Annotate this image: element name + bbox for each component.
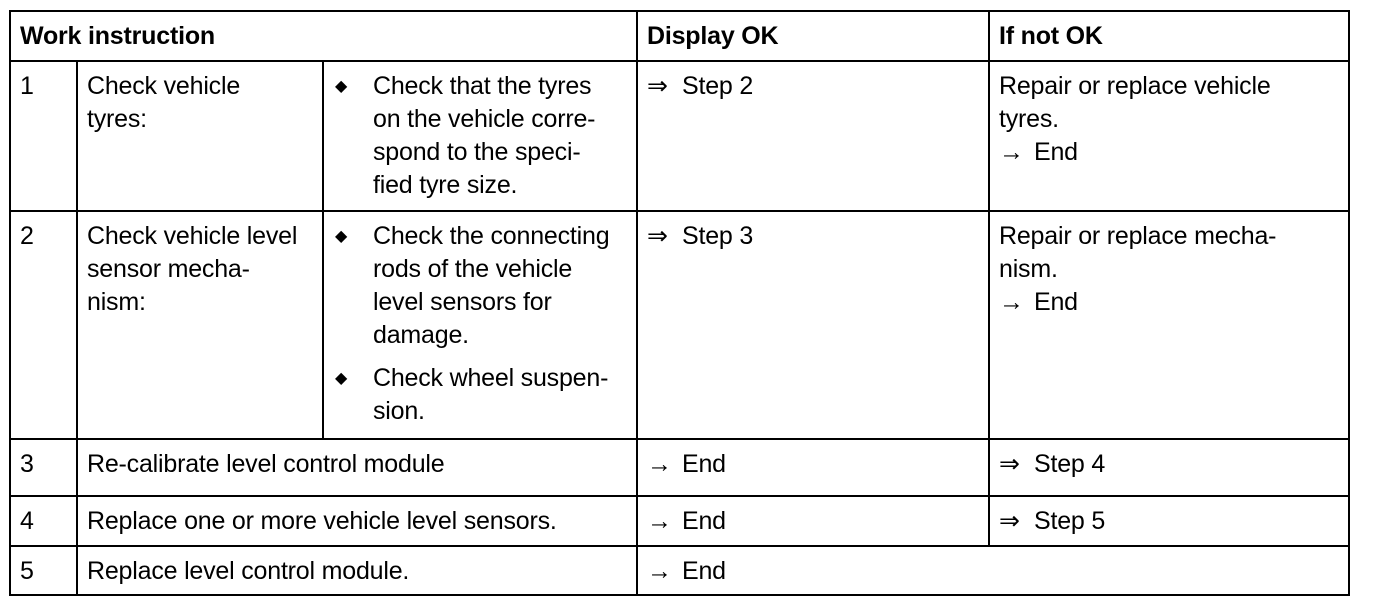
table-header-row <box>10 11 1349 61</box>
check-line: sion. <box>373 397 425 425</box>
diamond-bullet-icon: ◆ <box>335 370 348 387</box>
not-ok-cell <box>989 61 1349 211</box>
not-ok-line: Repair or replace vehicle <box>999 72 1271 100</box>
not-ok-line: Repair or replace mecha- <box>999 222 1277 250</box>
step-action <box>77 211 323 439</box>
not-ok-cell <box>989 211 1349 439</box>
check-line: Check the connecting <box>373 222 610 250</box>
step-number: 3 <box>10 439 77 496</box>
header-if-not-ok: If not OK <box>989 11 1349 61</box>
diamond-bullet-icon: ◆ <box>335 228 348 245</box>
check-line: fied tyre size. <box>373 171 518 199</box>
display-ok-cell <box>637 61 989 211</box>
check-line: spond to the speci- <box>373 138 581 166</box>
ok-result: End <box>682 450 726 478</box>
check-line: rods of the vehicle <box>373 255 573 283</box>
arrow-icon: → <box>647 557 672 585</box>
check-item <box>333 70 627 202</box>
display-ok-cell <box>637 439 989 496</box>
step-number: 5 <box>10 546 77 595</box>
step-number: 2 <box>10 211 77 439</box>
not-ok-result: Step 4 <box>1034 450 1106 478</box>
display-ok-cell <box>637 496 989 546</box>
ok-result: End <box>682 557 726 585</box>
table-row <box>10 546 1349 595</box>
double-arrow-icon: ⇒ <box>647 222 668 250</box>
step-action: Re-calibrate level control module <box>77 439 637 496</box>
ok-result: Step 3 <box>682 222 754 250</box>
not-ok-line: nism. <box>999 255 1058 283</box>
check-line: damage. <box>373 321 469 349</box>
not-ok-result: End <box>1034 138 1078 166</box>
step-action <box>77 61 323 211</box>
table-row <box>10 61 1349 211</box>
check-line: Check that the tyres <box>373 72 592 100</box>
check-item <box>333 220 627 352</box>
ok-result: End <box>682 507 726 535</box>
arrow-icon: → <box>999 138 1024 166</box>
display-ok-cell <box>637 546 1349 595</box>
step-action-line: tyres: <box>87 105 147 133</box>
work-instruction-table <box>9 10 1350 596</box>
ok-result: Step 2 <box>682 72 754 100</box>
header-work-instruction: Work instruction <box>10 11 637 61</box>
step-number: 4 <box>10 496 77 546</box>
not-ok-cell <box>989 496 1349 546</box>
step-number: 1 <box>10 61 77 211</box>
arrow-icon: → <box>647 507 672 535</box>
not-ok-result: End <box>1034 288 1078 316</box>
check-list <box>333 70 627 202</box>
check-list <box>333 220 627 428</box>
double-arrow-icon: ⇒ <box>647 72 668 100</box>
table-row <box>10 496 1349 546</box>
step-action: Replace one or more vehicle level sensors. <box>77 496 637 546</box>
not-ok-line: tyres. <box>999 105 1059 133</box>
header-display-ok: Display OK <box>637 11 989 61</box>
step-action: Replace level control module. <box>77 546 637 595</box>
step-action-line: Check vehicle <box>87 72 241 100</box>
diamond-bullet-icon: ◆ <box>335 78 348 95</box>
check-line: level sensors for <box>373 288 552 316</box>
step-checks <box>323 61 637 211</box>
step-action-line: Check vehicle level <box>87 222 298 250</box>
table-row <box>10 211 1349 439</box>
table-row <box>10 439 1349 496</box>
not-ok-cell <box>989 439 1349 496</box>
check-line: Check wheel suspen- <box>373 364 609 392</box>
display-ok-cell <box>637 211 989 439</box>
arrow-icon: → <box>647 450 672 478</box>
double-arrow-icon: ⇒ <box>999 450 1020 478</box>
arrow-icon: → <box>999 288 1024 316</box>
check-line: on the vehicle corre- <box>373 105 596 133</box>
step-action-line: sensor mecha- <box>87 255 250 283</box>
not-ok-result: Step 5 <box>1034 507 1106 535</box>
check-item <box>333 362 627 428</box>
step-checks <box>323 211 637 439</box>
double-arrow-icon: ⇒ <box>999 507 1020 535</box>
step-action-line: nism: <box>87 288 146 316</box>
